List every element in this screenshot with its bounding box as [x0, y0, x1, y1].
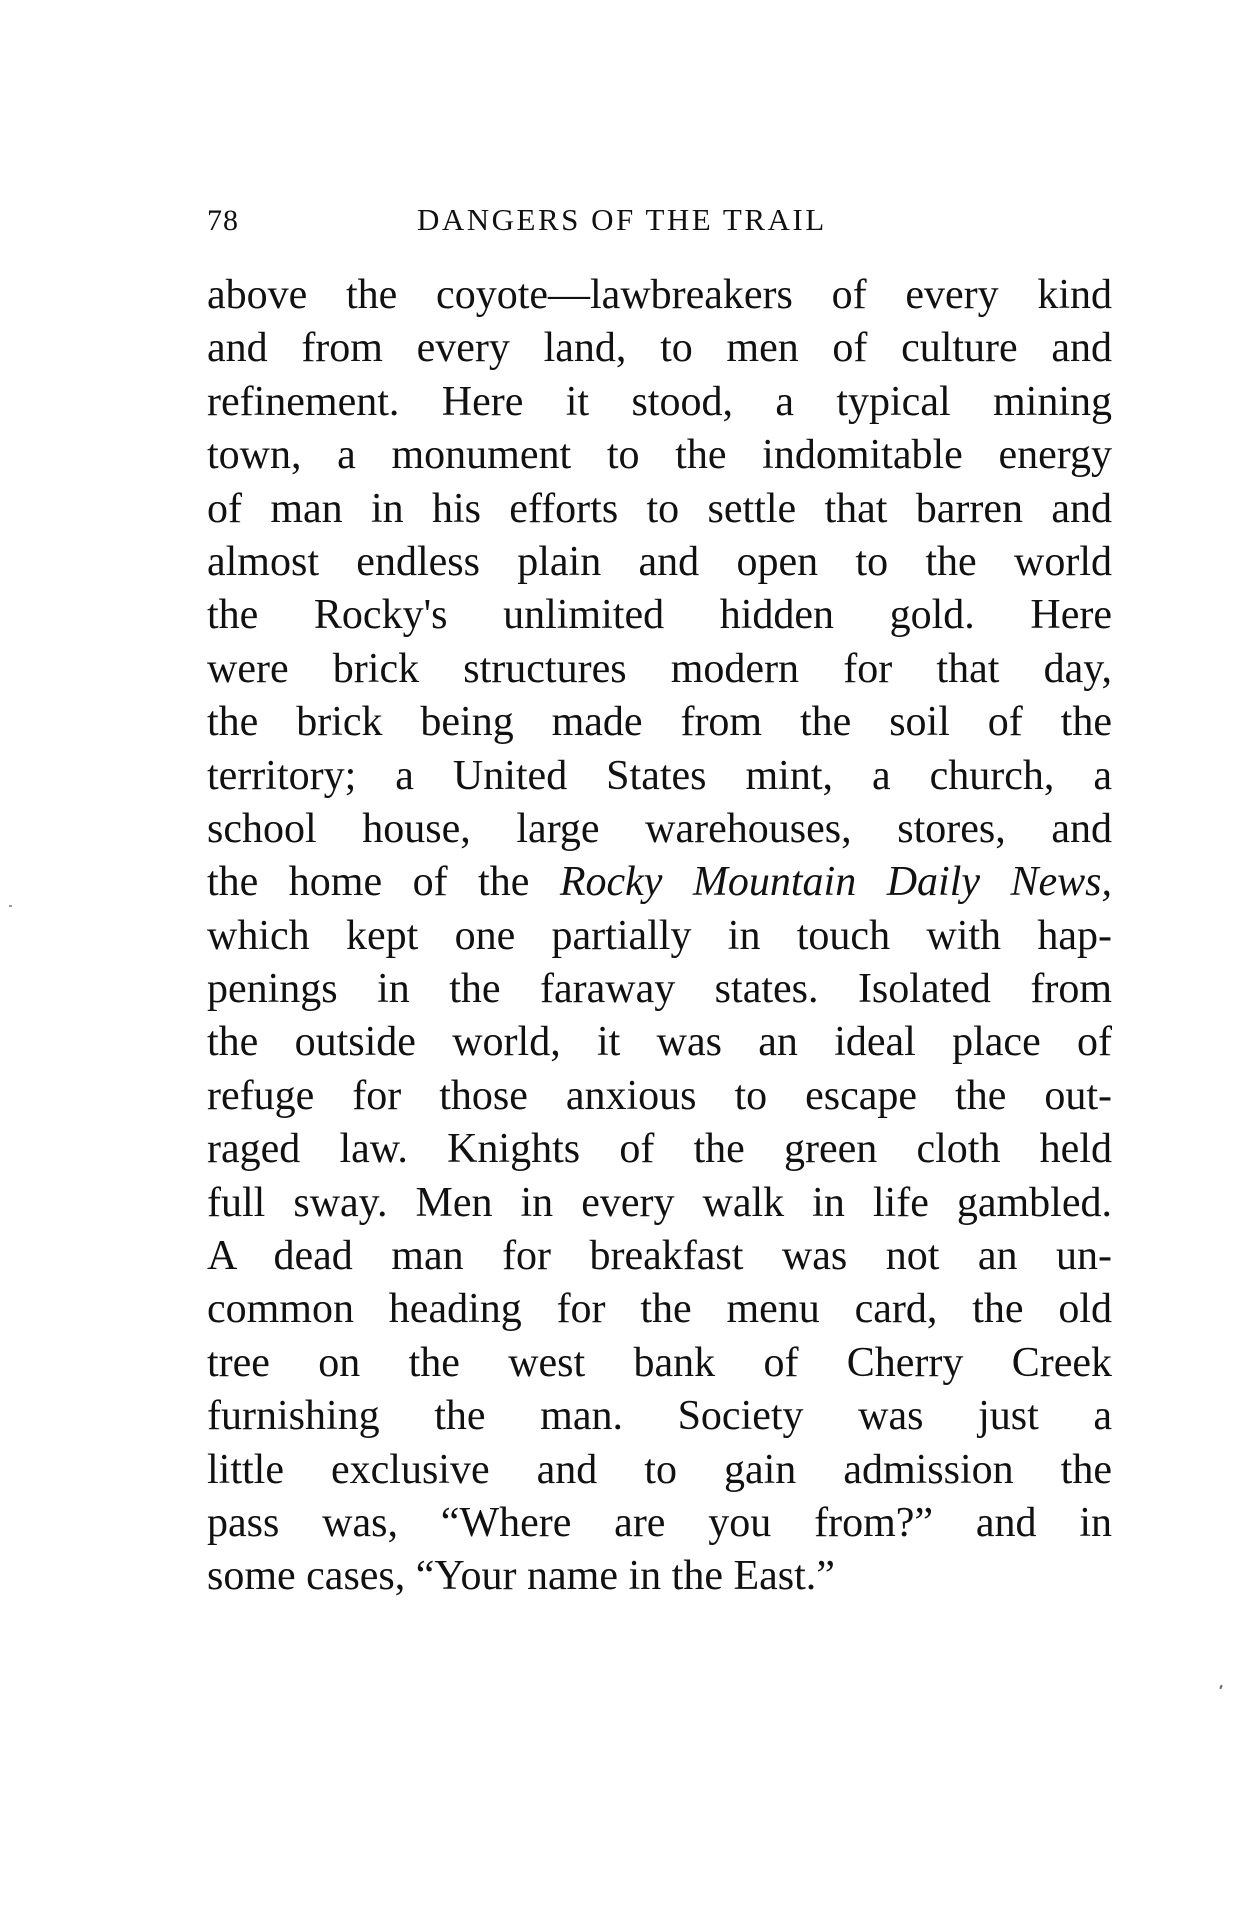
- text-line-with-title: [207, 856, 1112, 909]
- text-line: almost endless plain and open to the world: [207, 538, 1112, 585]
- text-line: and from every land, to men of culture and: [207, 325, 1112, 372]
- text-line: pass was, “Where are you from?” and in: [207, 1499, 1112, 1546]
- text-line: refinement. Here it stood, a typical mining: [207, 378, 1112, 425]
- text-line-last: some cases, “Your name in the East.”: [207, 1553, 835, 1600]
- text-line: refuge for those anxious to escape the out-: [207, 1072, 1112, 1119]
- text-line: tree on the west bank of Cherry Creek: [207, 1339, 1112, 1386]
- text-line: school house, large warehouses, stores, and: [207, 805, 1112, 852]
- text-line: full sway. Men in every walk in life gambled.: [207, 1179, 1112, 1226]
- text-line: were brick structures modern for that day,: [207, 645, 1112, 692]
- text-line: territory; a United States mint, a church, a: [207, 752, 1112, 799]
- page-number: 78: [207, 204, 239, 237]
- text-line: the outside world, it was an ideal place of: [207, 1019, 1112, 1066]
- text-line: which kept one partially in touch with hap-: [207, 912, 1112, 959]
- text-line: raged law. Knights of the green cloth held: [207, 1126, 1112, 1173]
- paper-speck: [9, 905, 12, 907]
- text-line: common heading for the menu card, the old: [207, 1286, 1112, 1333]
- text-line: of man in his efforts to settle that barren and: [207, 485, 1112, 532]
- text-line: furnishing the man. Society was just a: [207, 1393, 1112, 1440]
- text-line: penings in the faraway states. Isolated from: [207, 966, 1112, 1013]
- text-line: the Rocky's unlimited hidden gold. Here: [207, 592, 1112, 639]
- line-lead-text: the home of the: [207, 859, 560, 906]
- text-line: the brick being made from the soil of the: [207, 699, 1112, 746]
- running-head: [207, 200, 1112, 250]
- body-text: [207, 269, 1112, 1604]
- newspaper-title: Rocky Mountain Daily News,: [559, 859, 1113, 906]
- text-line: little exclusive and to gain admission the: [207, 1446, 1112, 1493]
- text-line: above the coyote—lawbreakers of every kind: [207, 272, 1112, 318]
- running-title: DANGERS OF THE TRAIL: [417, 202, 827, 237]
- text-line: A dead man for breakfast was not an un-: [207, 1233, 1112, 1280]
- text-line: town, a monument to the indomitable energy: [207, 432, 1112, 479]
- paper-speck: [1219, 1685, 1222, 1689]
